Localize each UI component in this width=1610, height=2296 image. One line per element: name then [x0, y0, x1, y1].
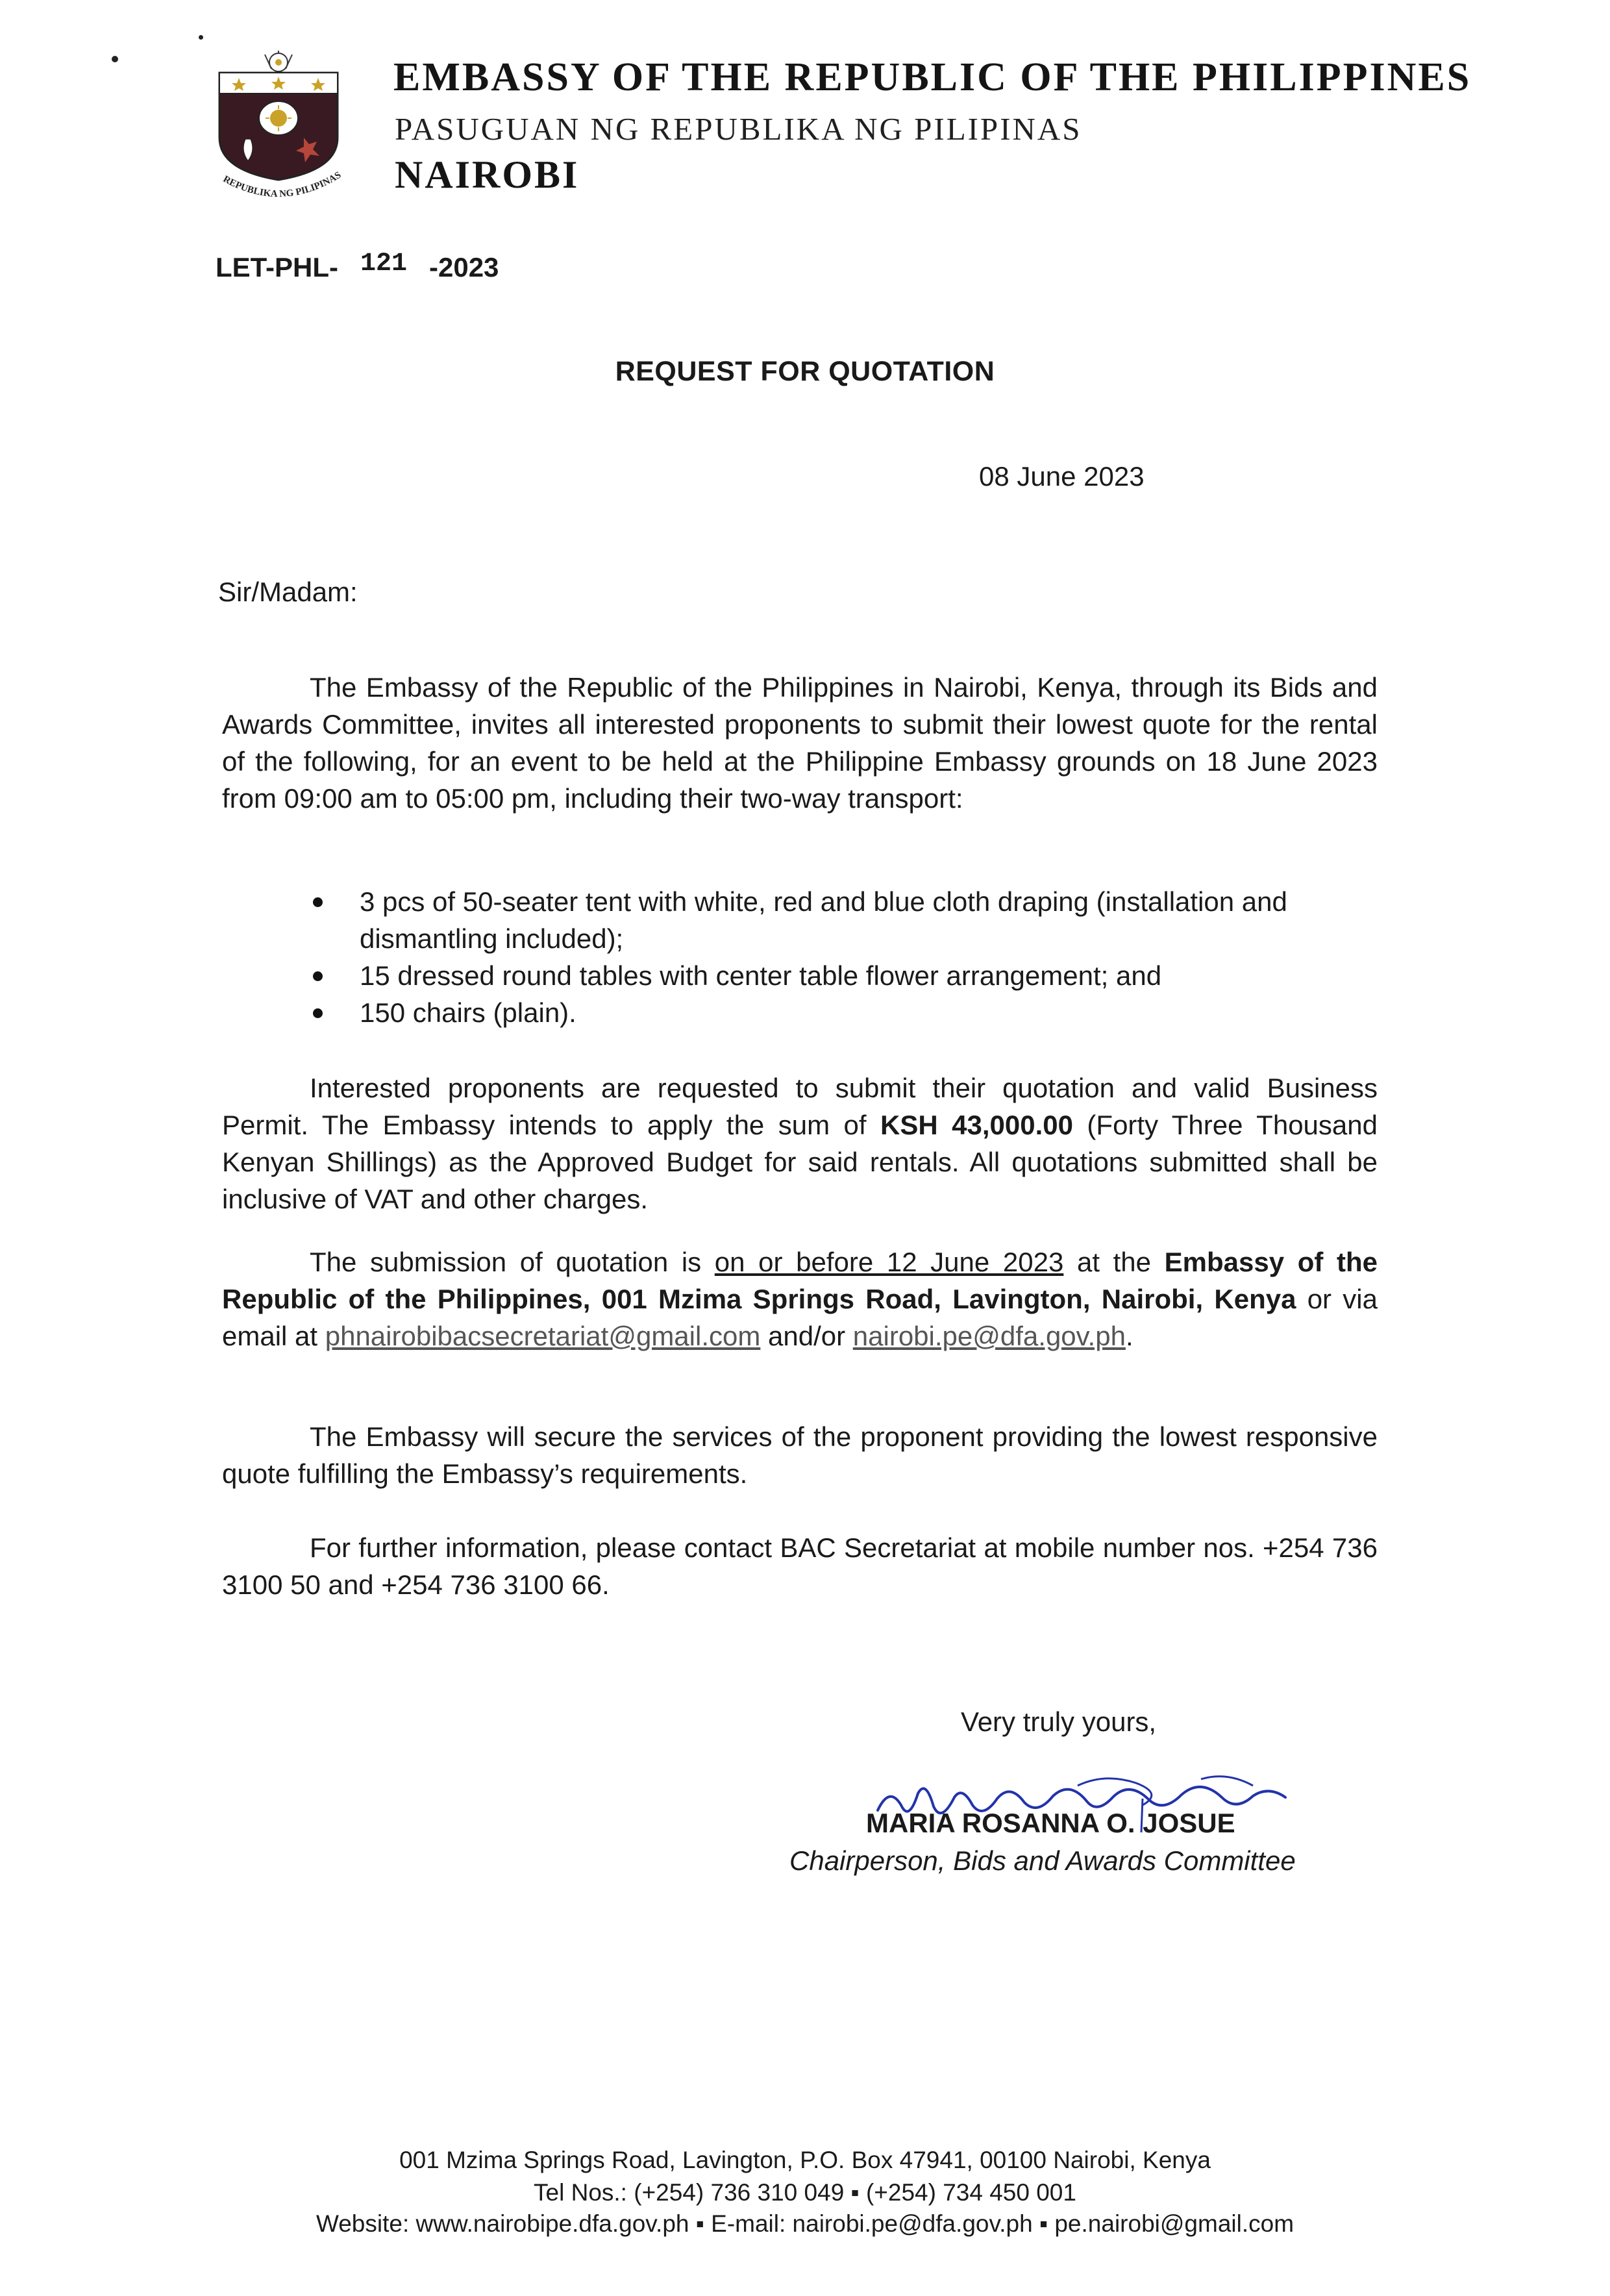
scan-mark [112, 56, 118, 62]
bullet-icon [313, 971, 323, 981]
list-item: 150 chairs (plain). [305, 994, 1383, 1031]
list-item: 3 pcs of 50-seater tent with white, red and blue cloth draping (installation and dismantling included); [305, 883, 1383, 957]
document-title: REQUEST FOR QUOTATION [615, 356, 995, 387]
reference-prefix: LET-PHL- [216, 252, 338, 282]
closing: Very truly yours, [961, 1706, 1157, 1737]
reference-suffix: -2023 [428, 252, 499, 282]
letter-date: 08 June 2023 [979, 461, 1145, 492]
letterhead-filipino-name: PASUGUAN NG REPUBLIKA NG PILIPINAS [395, 111, 1082, 147]
letterhead-embassy-name: EMBASSY OF THE REPUBLIC OF THE PHILIPPINES [393, 55, 1472, 99]
philippine-seal-icon [206, 47, 351, 210]
scan-mark [199, 35, 203, 40]
submission-deadline: on or before 12 June 2023 [714, 1247, 1064, 1277]
paragraph-invitation [222, 669, 1378, 817]
footer-address: 001 Mzima Springs Road, Lavington, P.O. Box 47941, 00100 Nairobi, Kenya [399, 2147, 1211, 2173]
list-item: 15 dressed round tables with center table flower arrangement; and [305, 957, 1383, 994]
letterhead-city: NAIROBI [395, 153, 580, 196]
salutation: Sir/Madam: [218, 577, 358, 607]
paragraph-award: The Embassy will secure the services of the proponent providing the lowest responsive quote fulfilling the Embassy’s requirements. [222, 1421, 1378, 1489]
reference-handwritten-number: 121 [360, 249, 407, 279]
reference-number [216, 249, 499, 285]
seal-motto: REPUBLIKA NG PILIPINAS [221, 169, 343, 200]
embassy-email-link[interactable]: nairobi.pe@dfa.gov.ph [852, 1321, 1126, 1351]
footer-website-email: Website: www.nairobipe.dfa.gov.ph ▪ E-mail: nairobi.pe@dfa.gov.ph ▪ pe.nairobi@gmail.com [316, 2210, 1294, 2237]
bullet-icon [313, 1008, 323, 1018]
signer-name: MARIA ROSANNA O. JOSUE [866, 1808, 1235, 1838]
signer-title: Chairperson, Bids and Awards Committee [789, 1845, 1296, 1876]
paragraph-submission: The submission of quotation is on or before 12 June 2023 at the Embassy of the Republic of the Philippines, 001 Mzima Springs Road, Lavington, Nairobi, Kenya or via email at phnairobibacsecretariat@gmail.com and/or nairobi.pe@dfa.gov.ph. [222, 1247, 1378, 1351]
approved-budget-amount: KSH 43,000.00 [880, 1110, 1073, 1140]
footer-telephone: Tel Nos.: (+254) 736 310 049 ▪ (+254) 734 450 001 [534, 2179, 1076, 2206]
paragraph-contact: For further information, please contact BAC Secretariat at mobile number nos. +254 736 3100 50 and +254 736 3100 66. [222, 1532, 1378, 1600]
embassy-address: Embassy of the Republic of the Philippines, 001 Mzima Springs Road, Lavington, Nairobi, Kenya [222, 1247, 1378, 1314]
paragraph-invitation-text: The Embassy of the Republic of the Philippines in Nairobi, Kenya, through its Bids and Awards Committee, invites all interested proponents to submit their lowest quote for the rental of the following, for an event to be held at the Philippine Embassy grounds on 18 June 2023 from 09:00 am to 05:00 pm, including their two-way transport: [222, 672, 1378, 814]
paragraph-budget: Interested proponents are requested to submit their quotation and valid Business Permit. The Embassy intends to apply the sum of KSH 43,000.00 (Forty Three Thousand Kenyan Shillings) as the Approved Budget for said rentals. All quotations submitted shall be inclusive of VAT and other charges. [222, 1073, 1378, 1214]
bac-email-link[interactable]: phnairobibacsecretariat@gmail.com [325, 1321, 761, 1351]
bullet-icon [313, 897, 323, 907]
rental-items-list [305, 883, 1383, 1031]
